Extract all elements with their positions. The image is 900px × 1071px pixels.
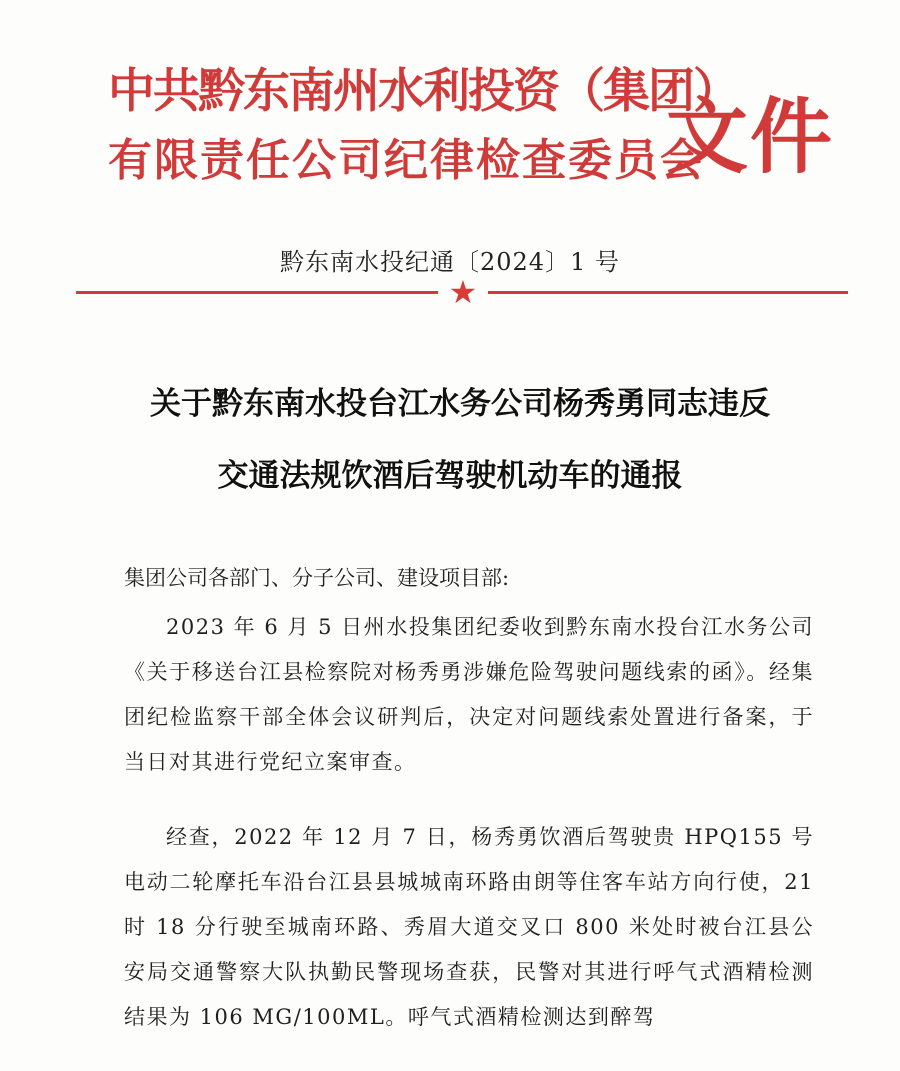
- document-word: 文件: [666, 90, 835, 185]
- body-paragraph-1: 2023 年 6 月 5 日州水投集团纪委收到黔东南水投台江水务公司《关于移送台江县检察院对杨秀勇涉嫌危险驾驶问题线索的函》。经集团纪检监察干部全体会议研判后，决定对问题线索处置进行备案，于当日对其进行党纪立案审查。: [124, 615, 814, 774]
- document-number: 黔东南水投纪通〔2024〕1 号: [280, 248, 620, 276]
- divider-line-right: [488, 291, 848, 294]
- salutation: 集团公司各部门、分子公司、建设项目部:: [124, 566, 510, 590]
- issuing-organization-line1: 中共黔东南州水利投资（集团）: [108, 64, 738, 119]
- document-title-line1: 关于黔东南水投台江水务公司杨秀勇同志违反: [150, 386, 770, 422]
- red-divider: [76, 273, 848, 311]
- issuing-organization-line2: 有限责任公司纪律检查委员会: [108, 135, 706, 186]
- star-icon: ★: [448, 273, 478, 311]
- divider-line-left: [76, 291, 438, 294]
- document-title-line2: 交通法规饮酒后驾驶机动车的通报: [217, 458, 683, 494]
- document-header: [108, 50, 835, 190]
- body-paragraph-2: 经查，2022 年 12 月 7 日，杨秀勇饮酒后驾驶贵 HPQ155 号电动二轮摩托车沿台江县县城城南环路由朗等住客车站方向行使，21 时 18 分行驶至城南环路、秀眉大道交叉口 800 米处时被台江县公安局交通警察大队执勤民警现场查获，民警对其进行呼气式酒精检测结果为 106 MG/100ML。呼气式酒精检测达到醉驾: [124, 825, 814, 1029]
